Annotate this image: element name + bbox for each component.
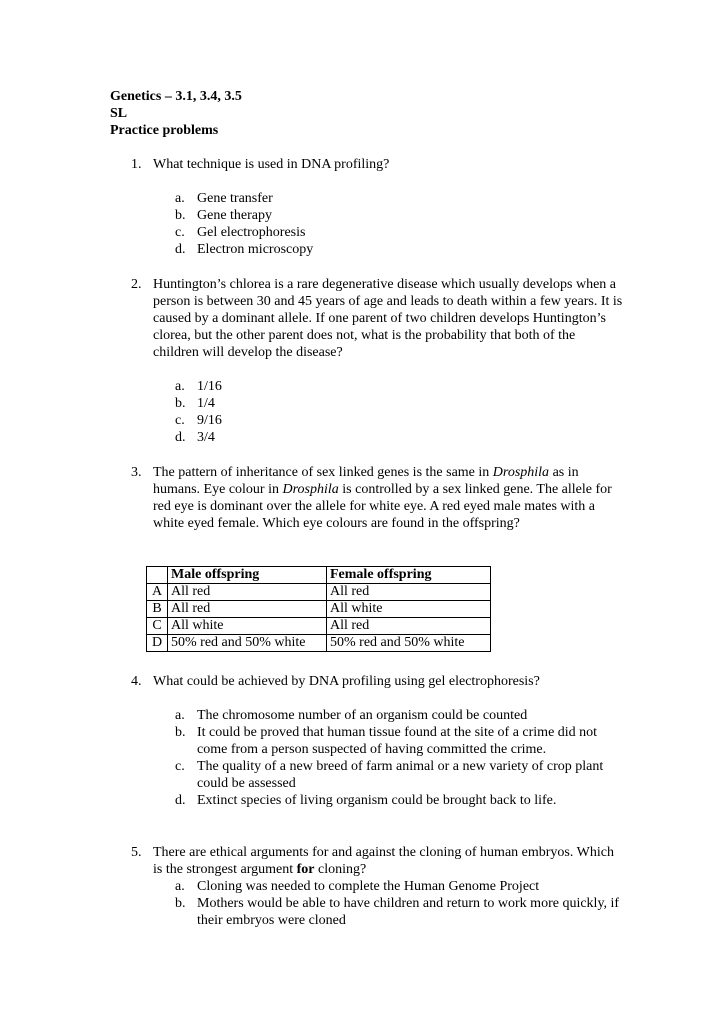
table-cell: 50% red and 50% white	[168, 635, 327, 652]
option-letter: b.	[175, 208, 186, 223]
table-header-row	[147, 567, 491, 584]
question-text	[153, 464, 623, 532]
option	[175, 707, 625, 724]
question-text: Huntington’s chlorea is a rare degenerative disease which usually develops when a person is between 30 and 45 years of age and leads to death within a few years. It is caused by a dominant allele. If one parent of two children develops Huntington’s clorea, but the other parent does not, what is the probability that both of the children will develop the disease?	[153, 277, 623, 360]
option-text: Electron microscopy	[197, 242, 314, 257]
table-cell: A	[147, 584, 168, 601]
option-text: Gene therapy	[197, 208, 273, 223]
option-text: The chromosome number of an organism could be counted	[197, 708, 528, 723]
option-letter: a.	[175, 379, 185, 394]
option-letter: a.	[175, 879, 185, 894]
table-row	[147, 618, 491, 635]
option-letter: c.	[175, 225, 185, 240]
question-text: What technique is used in DNA profiling?	[153, 157, 390, 172]
table-header-cell: Female offspring	[327, 567, 491, 584]
option-letter: d.	[175, 793, 186, 808]
document-header	[110, 88, 242, 139]
option-letter: d.	[175, 242, 186, 257]
table-row	[147, 635, 491, 652]
emphasis-word: for	[296, 862, 315, 877]
option-text: 1/16	[197, 379, 222, 394]
question-4-options	[175, 707, 625, 809]
question-text: What could be achieved by DNA profiling using gel electrophoresis?	[153, 674, 540, 689]
question-text-part: is controlled by a sex linked gene. The allele for red eye is dominant over the allele for white eye. A red eyed male mates with a white eyed female. Which eye colours are found in the offspring?	[153, 482, 612, 531]
option	[175, 412, 625, 429]
table-cell: All white	[168, 618, 327, 635]
header-subtitle: Practice problems	[110, 123, 219, 138]
question-text-part: There are ethical arguments for and against the cloning of human embryos. Which is the strongest argument	[153, 845, 614, 877]
option-letter: b.	[175, 396, 186, 411]
question-1-options	[175, 190, 625, 258]
option-letter: a.	[175, 191, 185, 206]
question-number: 4.	[131, 674, 142, 689]
option-letter: a.	[175, 708, 185, 723]
option	[175, 878, 625, 895]
option	[175, 241, 625, 258]
table-cell: All red	[168, 601, 327, 618]
option-text: 9/16	[197, 413, 222, 428]
question-number: 3.	[131, 465, 142, 480]
option-text: Gel electrophoresis	[197, 225, 306, 240]
species-name: Drosphila	[492, 465, 550, 480]
question-text-part: as in humans. Eye colour in	[153, 465, 579, 497]
option-text: It could be proved that human tissue found at the site of a crime did not come from a person suspected of having committed the crime.	[197, 725, 598, 757]
table-row	[147, 584, 491, 601]
option	[175, 207, 625, 224]
question-text	[153, 844, 623, 878]
question-number: 2.	[131, 277, 142, 292]
option-text: Cloning was needed to complete the Human Genome Project	[197, 879, 540, 894]
species-name: Drosphila	[282, 482, 339, 497]
question-number: 5.	[131, 845, 142, 860]
option	[175, 758, 625, 792]
table-cell: All red	[168, 584, 327, 601]
table-header-cell: Male offspring	[168, 567, 327, 584]
option	[175, 429, 625, 446]
option-text: 3/4	[197, 430, 215, 445]
option-text: 1/4	[197, 396, 215, 411]
option	[175, 378, 625, 395]
table-cell: D	[147, 635, 168, 652]
option-letter: d.	[175, 430, 186, 445]
option-letter: b.	[175, 896, 186, 911]
table-cell: C	[147, 618, 168, 635]
option-text: Gene transfer	[197, 191, 273, 206]
header-title: Genetics – 3.1, 3.4, 3.5	[110, 89, 242, 104]
option	[175, 395, 625, 412]
question-5-options	[175, 878, 625, 929]
header-level: SL	[110, 106, 128, 121]
question-2-options	[175, 378, 625, 446]
option	[175, 724, 625, 758]
option-text: Extinct species of living organism could be brought back to life.	[197, 793, 557, 808]
table-cell: All red	[327, 584, 491, 601]
table-row	[147, 601, 491, 618]
option-letter: b.	[175, 725, 186, 740]
option-text: Mothers would be able to have children and return to work more quickly, if their embryos were cloned	[197, 896, 620, 928]
offspring-table	[146, 566, 491, 652]
option	[175, 224, 625, 241]
question-text-part: cloning?	[314, 862, 367, 877]
table-cell: B	[147, 601, 168, 618]
option	[175, 190, 625, 207]
question-number: 1.	[131, 157, 142, 172]
option	[175, 895, 625, 929]
question-text-part: The pattern of inheritance of sex linked genes is the same in	[153, 465, 493, 480]
option-letter: c.	[175, 759, 185, 774]
table-cell: All red	[327, 618, 491, 635]
table-cell: All white	[327, 601, 491, 618]
table-cell: 50% red and 50% white	[327, 635, 491, 652]
option-text: The quality of a new breed of farm animal or a new variety of crop plant could be assessed	[197, 759, 604, 791]
option	[175, 792, 625, 809]
option-letter: c.	[175, 413, 185, 428]
table-header-cell	[147, 567, 168, 584]
